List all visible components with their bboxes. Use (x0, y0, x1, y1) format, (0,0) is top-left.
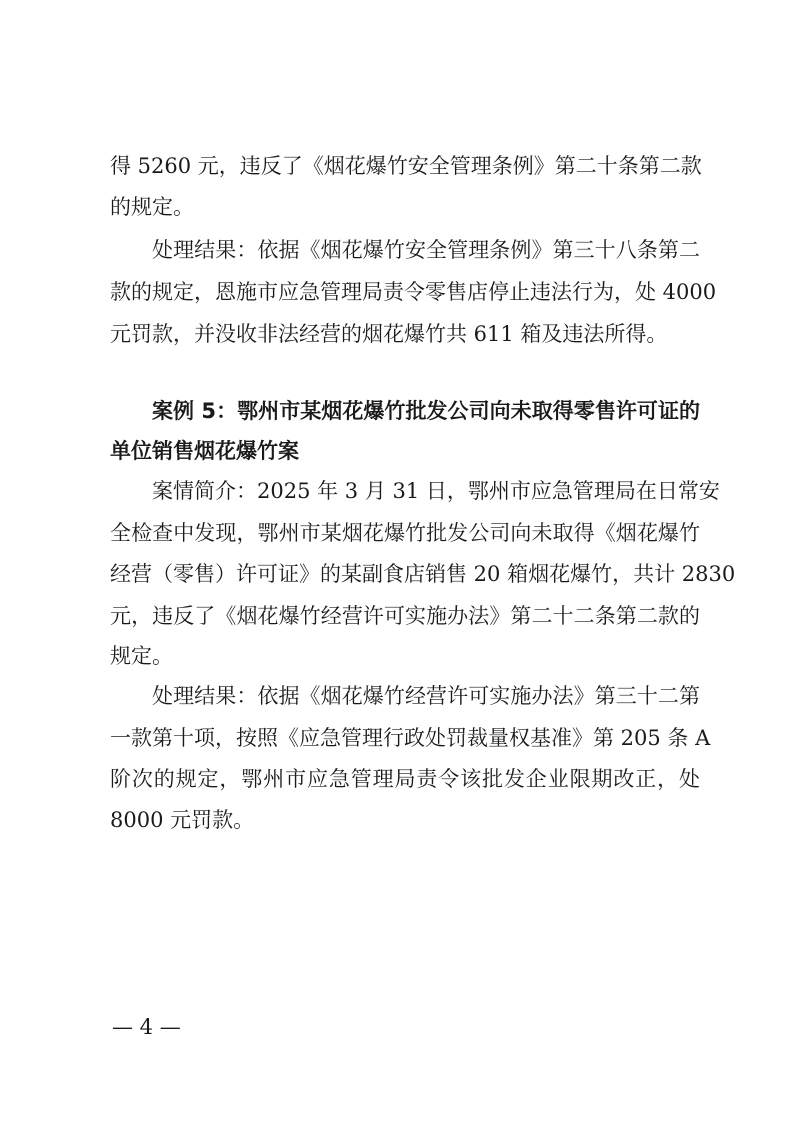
paragraph-2-line-1: 处理结果：依据《烟花爆竹安全管理条例》第三十八条第二 (152, 238, 700, 262)
paragraph-2-line-2: 款的规定，恩施市应急管理局责令零售店停止违法行为，处 4000 (110, 280, 717, 304)
paragraph-1-line-1: 得 5260 元，违反了《烟花爆竹安全管理条例》第二十条第二款 (110, 154, 702, 178)
paragraph-4-line-1: 处理结果：依据《烟花爆竹经营许可实施办法》第三十二第 (152, 684, 700, 708)
paragraph-3-line-3: 经营（零售）许可证》的某副食店销售 20 箱烟花爆竹，共计 2830 (110, 562, 736, 586)
paragraph-4-line-4: 8000 元罚款。 (110, 808, 255, 832)
page-number: — 4 — (112, 1015, 181, 1039)
paragraph-2-line-3: 元罚款，并没收非法经营的烟花爆竹共 611 箱及违法所得。 (110, 322, 668, 346)
case-heading-line-2: 单位销售烟花爆竹案 (110, 439, 299, 463)
paragraph-1-line-2: 的规定。 (110, 195, 194, 219)
paragraph-4-line-3: 阶次的规定，鄂州市应急管理局责令该批发企业限期改正，处 (110, 767, 700, 791)
paragraph-3-line-4: 元，违反了《烟花爆竹经营许可实施办法》第二十二条第二款的 (110, 604, 700, 628)
paragraph-4-line-2: 一款第十项，按照《应急管理行政处罚裁量权基准》第 205 条 A (110, 726, 711, 750)
case-heading-line-1: 案例 5：鄂州市某烟花爆竹批发公司向未取得零售许可证的 (152, 399, 700, 423)
paragraph-3-line-5: 规定。 (110, 644, 173, 668)
paragraph-3-line-2: 全检查中发现，鄂州市某烟花爆竹批发公司向未取得《烟花爆竹 (110, 521, 700, 545)
paragraph-3-line-1: 案情简介：2025 年 3 月 31 日，鄂州市应急管理局在日常安 (152, 479, 720, 503)
